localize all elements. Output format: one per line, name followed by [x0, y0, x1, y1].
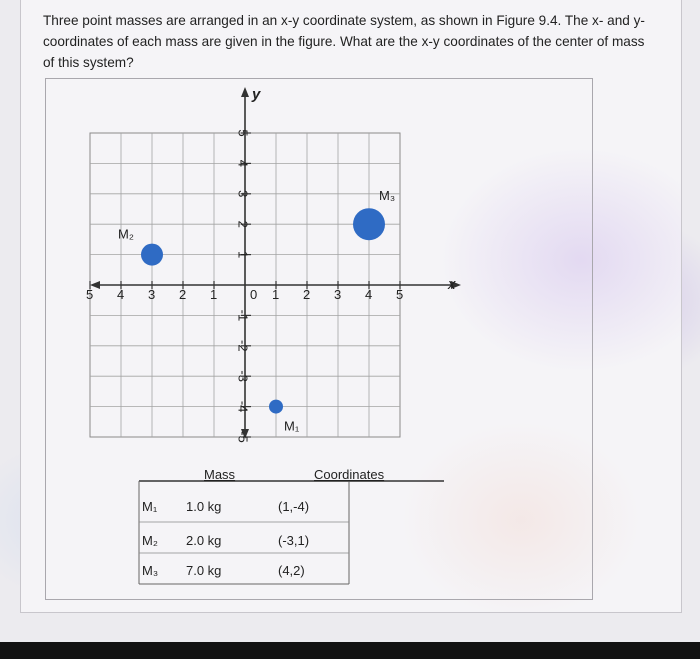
- x-tick-label: 3: [148, 287, 156, 302]
- x-tick-label: 3: [334, 287, 342, 302]
- y-tick-label: -1: [235, 309, 251, 322]
- y-tick-label: -3: [235, 370, 251, 382]
- mass-point-label-2: M₂: [118, 226, 134, 242]
- origin-tick-label: 0: [250, 287, 258, 302]
- table-row-3-coords: (4,2): [278, 563, 305, 578]
- y-tick-label: -2: [235, 340, 251, 352]
- table-row-3-mass: 7.0 kg: [186, 563, 222, 578]
- mass-points: [118, 188, 395, 433]
- mass-point-1: [269, 400, 283, 414]
- y-tick-label: -4: [235, 400, 251, 413]
- table-row-3-name: M₃: [142, 563, 159, 578]
- x-tick-label: 4: [117, 287, 125, 302]
- table-row-2-mass: 2.0 kg: [186, 533, 222, 548]
- y-tick-label: 4: [235, 159, 251, 168]
- mass-point-3: [353, 208, 385, 240]
- mass-table: [139, 467, 444, 584]
- x-tick-label: 4: [365, 287, 373, 302]
- x-tick-label: 2: [303, 287, 311, 302]
- table-row-1-name: M₁: [142, 499, 158, 514]
- coordinate-plot: [46, 79, 592, 599]
- question-card: [20, 0, 682, 613]
- table-row-2-coords: (-3,1): [278, 533, 310, 548]
- x-tick-label: 2: [179, 287, 187, 302]
- x-axis-label: x: [448, 276, 456, 293]
- y-axis-arrow-up: [241, 87, 249, 97]
- x-tick-label: 5: [396, 287, 404, 302]
- y-tick-label: 1: [235, 250, 251, 259]
- mass-point-label-3: M₃: [379, 188, 396, 204]
- y-tick-label: -5: [235, 431, 251, 443]
- y-tick-label: 3: [235, 190, 251, 198]
- question-text: Three point masses are arranged in an x-y coordinate system, as shown in Figure 9.4. The x- and y-coordinates of each mass are given in the figure. What are the x-y coordinates of the center of mass of this system?: [43, 13, 645, 70]
- y-axis-label: y: [252, 86, 261, 103]
- mass-point-2: [141, 244, 163, 266]
- table-header-coordinates: Coordinates: [314, 467, 385, 482]
- screen-bottom-edge: [0, 642, 700, 659]
- x-tick-label: 1: [272, 287, 280, 302]
- mass-point-label-1: M₁: [284, 418, 300, 434]
- y-tick-label: 5: [235, 129, 251, 137]
- figure-9-4: [45, 78, 593, 600]
- y-tick-label: 2: [235, 220, 251, 228]
- table-row-1-coords: (1,-4): [278, 499, 310, 514]
- x-tick-label: 1: [210, 287, 218, 302]
- x-tick-label: 5: [86, 287, 94, 302]
- table-row-2-name: M₂: [142, 533, 158, 548]
- table-row-1-mass: 1.0 kg: [186, 499, 222, 514]
- table-header-mass: Mass: [204, 467, 236, 482]
